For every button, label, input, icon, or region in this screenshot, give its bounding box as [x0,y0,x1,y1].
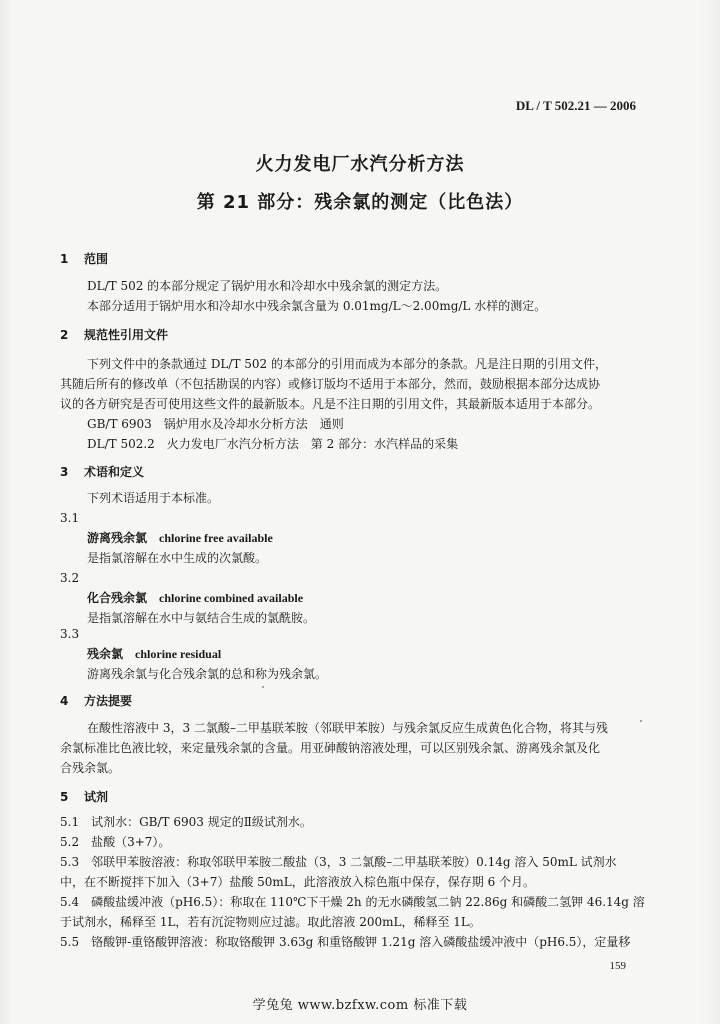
section-2-heading [60,326,168,343]
section-title: 范围 [84,252,109,266]
section-1-para-1: DL/T 502 的本部分规定了锅炉用水和冷却水中残余氯的测定方法。 [87,279,448,293]
scan-speck [262,686,264,688]
term-number: 3.2 [60,571,80,585]
reagent-5-3-line-2: 中，在不断搅拌下加入（3+7）盐酸 50mL，此溶液放入棕色瓶中保存，保存期 6 个月。 [60,875,536,889]
reagent-5-1: 5.1 试剂水：GB/T 6903 规定的Ⅱ级试剂水。 [60,815,312,829]
term-zh: 化合残余氯 [87,591,148,605]
term-definition: 是指氯溶解在水中与氨结合生成的氯酰胺。 [87,611,316,625]
term-3-3 [87,644,677,664]
section-number: 5 [60,790,69,804]
reagent-5-4-line-2: 于试剂水，稀释至 1L，若有沉淀物则应过滤。取此溶液 200mL，稀释至 1L。 [60,915,481,929]
section-number: 1 [60,252,69,266]
term-definition: 是指氯溶解在水中生成的次氯酸。 [87,551,268,565]
section-2-line-2: 其随后所有的修改单（不包括勘误的内容）或修订版均不适用于本部分，然而，鼓励根据本部分达成协 [60,377,601,391]
section-4-line-3: 合残余氯。 [60,761,121,775]
section-2-line-1: 下列文件中的条款通过 DL/T 502 的本部分的引用而成为本部分的条款。凡是注日期的引用文件， [87,357,607,371]
section-4-line-2: 余氯标准比色液比较，来定量残余氯的含量。用亚砷酸钠溶液处理，可以区别残余氯、游离残余氯及化 [60,741,601,755]
page-number: 159 [609,960,626,972]
reagent-5-2: 5.2 盐酸（3+7）。 [60,835,171,849]
watermark-footer: 学兔兔 www.bzfxw.com 标准下载 [252,998,468,1013]
term-zh: 残余氯 [87,647,124,661]
document-id: DL / T 502.21 — 2006 [515,98,636,113]
term-number: 3.1 [60,511,80,525]
scan-speck [640,720,642,722]
term-en: chlorine residual [135,647,222,661]
section-1-heading [60,250,108,267]
term-3-2 [87,588,677,608]
document-title: 火力发电厂水汽分析方法 [255,154,465,175]
document-subtitle: 第 21 部分：残余氯的测定（比色法） [196,192,524,213]
section-title: 规范性引用文件 [84,328,169,342]
section-number: 3 [60,465,69,479]
section-number: 2 [60,328,69,342]
section-3-intro: 下列术语适用于本标准。 [87,491,220,505]
section-title: 试剂 [84,790,109,804]
reagent-5-5-line-1: 5.5 铬酸钾-重铬酸钾溶液：称取铬酸钾 3.63g 和重铬酸钾 1.21g 溶入磷酸盐缓冲液中（pH6.5），定量移 [60,935,631,949]
section-title: 方法提要 [84,694,133,708]
section-5-heading [60,788,108,805]
section-title: 术语和定义 [84,465,145,479]
section-1-para-2: 本部分适用于锅炉用水和冷却水中残余氯含量为 0.01mg/L～2.00mg/L 水样的测定。 [87,299,547,313]
reagent-5-4-line-1: 5.4 磷酸盐缓冲液（pH6.5）：称取在 110℃下干燥 2h 的无水磷酸氢二钠 22.86g 和磷酸二氢钾 46.14g 溶 [60,895,645,909]
reference-dlt502-2: DL/T 502.2 火力发电厂水汽分析方法 第 2 部分：水汽样品的采集 [87,437,459,451]
section-4-heading [60,692,132,709]
term-number: 3.3 [60,627,80,641]
reagent-5-3-line-1: 5.3 邻联甲苯胺溶液：称取邻联甲苯胺二酸盐（3，3 二氯酸–二甲基联苯胺）0.14g 溶入 50mL 试剂水 [60,855,617,869]
reference-gbt6903: GB/T 6903 锅炉用水及冷却水分析方法 通则 [87,417,344,431]
term-en: chlorine combined available [159,591,304,605]
term-zh: 游离残余氯 [87,531,148,545]
section-2-line-3: 议的各方研究是否可使用这些文件的最新版本。凡是不注日期的引用文件，其最新版本适用于本部分。 [60,397,601,411]
term-definition: 游离残余氯与化合残余氯的总和称为残余氯。 [87,667,328,681]
section-4-line-1: 在酸性溶液中 3，3 二氯酸–二甲基联苯胺（邻联甲苯胺）与残余氯反应生成黄色化合物，将其与残 [87,721,608,735]
section-number: 4 [60,694,69,708]
term-en: chlorine free available [159,531,273,545]
section-3-heading [60,463,144,480]
term-3-1 [87,528,677,548]
